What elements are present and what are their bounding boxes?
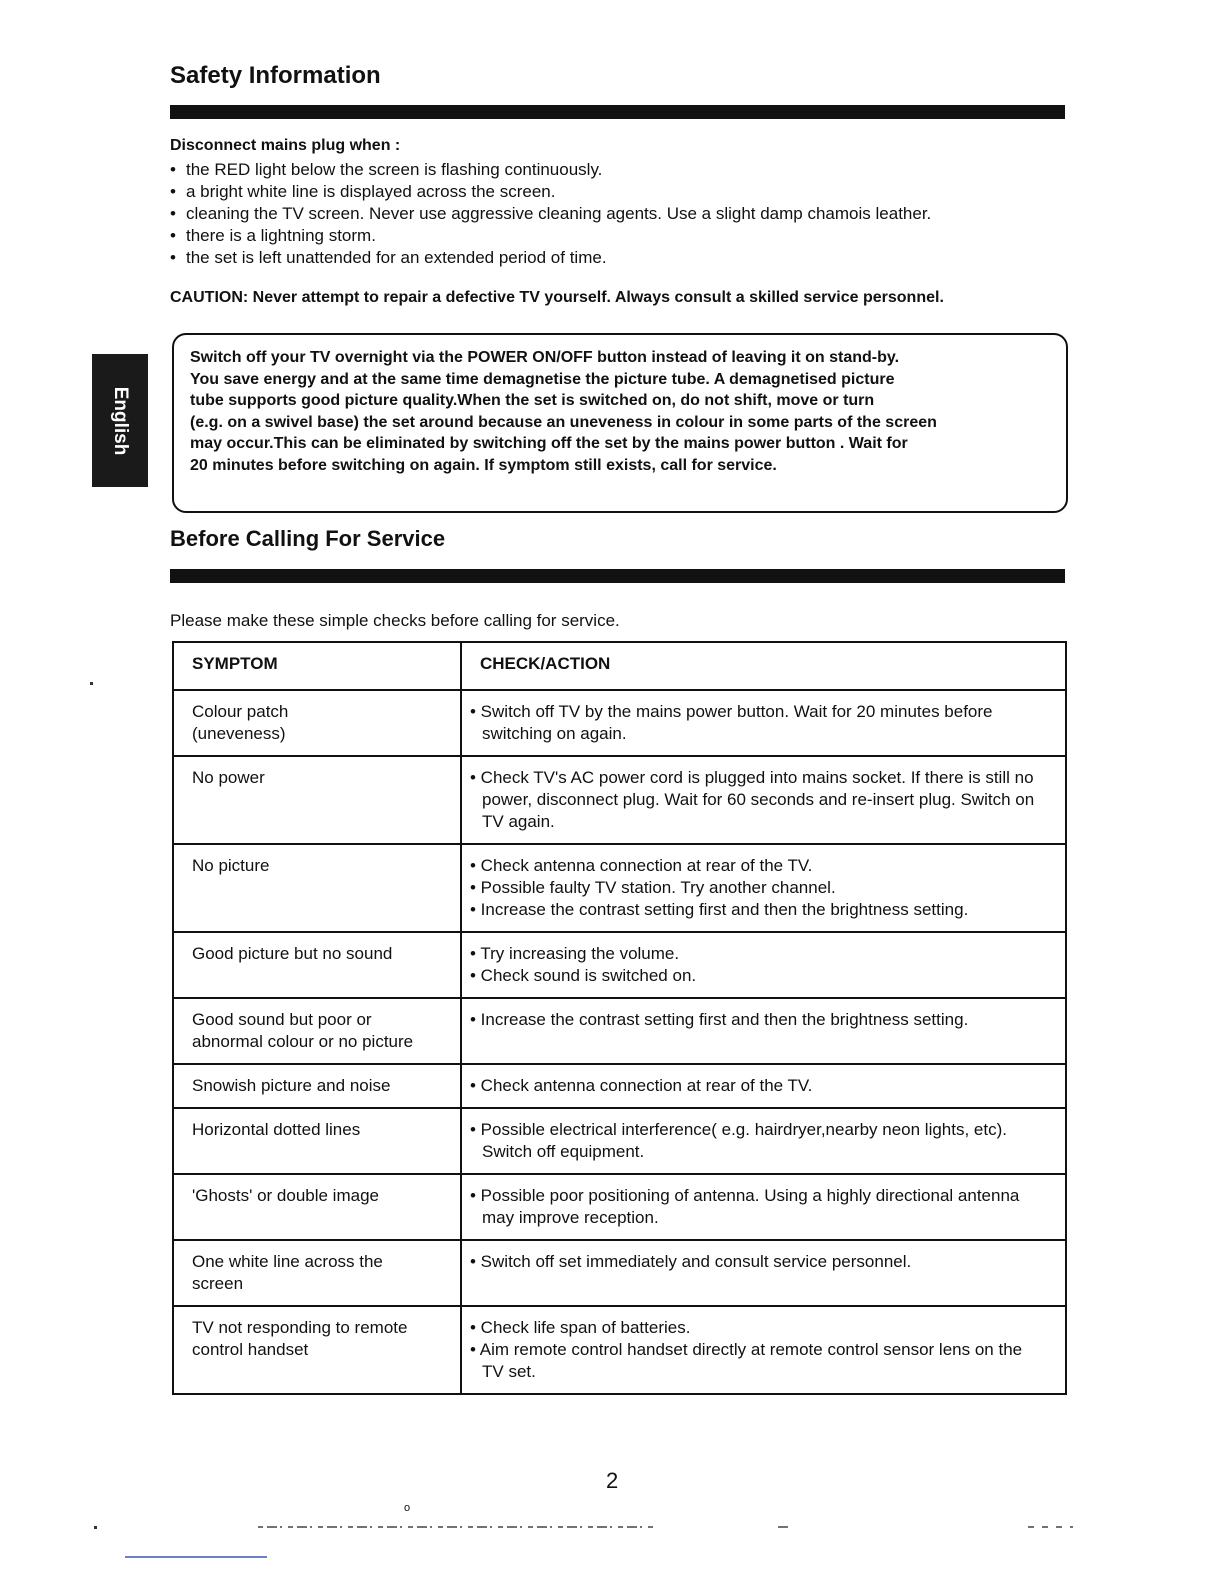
disconnect-item: • the RED light below the screen is flashing continuously. [170, 159, 931, 181]
symptom-cell [173, 690, 461, 756]
symptom-line: Good picture but no sound [192, 944, 393, 963]
symptom-cell [173, 844, 461, 932]
symptom-line: No power [192, 768, 265, 787]
language-side-tab [92, 354, 148, 487]
action-cell [461, 1108, 1066, 1174]
action-cell [461, 1064, 1066, 1108]
footer-line [125, 1556, 267, 1558]
disconnect-item: • cleaning the TV screen. Never use aggressive cleaning agents. Use a slight damp chamois leather. [170, 203, 931, 225]
table-row [173, 690, 1066, 756]
service-title-rule [170, 569, 1065, 583]
action-cell [461, 1174, 1066, 1240]
symptom-line: One white line across the [192, 1252, 383, 1271]
symptom-line: TV not responding to remote [192, 1318, 408, 1337]
action-line: • Check life span of batteries. [470, 1318, 691, 1337]
table-row [173, 1174, 1066, 1240]
table-row [173, 1064, 1066, 1108]
language-side-tab-label: English [110, 386, 131, 455]
symptom-column-header: SYMPTOM [173, 642, 461, 690]
table-row [173, 932, 1066, 998]
safety-title: Safety Information [170, 62, 381, 89]
action-line: • Try increasing the volume. [470, 944, 680, 963]
action-line: • Possible electrical interference( e.g. hairdryer,nearby neon lights, etc). Switch off equipment. [470, 1120, 1007, 1161]
action-line: • Check antenna connection at rear of the TV. [470, 856, 813, 875]
action-cell [461, 690, 1066, 756]
symptom-cell [173, 1108, 461, 1174]
action-line: • Increase the contrast setting first and then the brightness setting. [470, 900, 969, 919]
action-cell [461, 998, 1066, 1064]
note-line: 20 minutes before switching on again. If symptom still exists, call for service. [190, 456, 777, 474]
symptom-line: control handset [192, 1340, 309, 1359]
service-table-body [173, 690, 1066, 1394]
scan-specks [258, 1524, 1073, 1530]
safety-title-rule [170, 105, 1065, 119]
scan-mark: o [404, 1502, 411, 1514]
action-line: • Check sound is switched on. [470, 966, 697, 985]
action-column-header: CHECK/ACTION [461, 642, 1066, 690]
action-cell [461, 932, 1066, 998]
symptom-line: (uneveness) [192, 724, 286, 743]
action-line: • Switch off set immediately and consult service personnel. [470, 1252, 912, 1271]
note-line: Switch off your TV overnight via the POWER ON/OFF button instead of leaving it on stand-by. [190, 349, 900, 366]
energy-note-box [172, 333, 1068, 513]
disconnect-item: • a bright white line is displayed across the screen. [170, 181, 931, 203]
service-intro: Please make these simple checks before calling for service. [170, 611, 620, 630]
symptom-line: Snowish picture and noise [192, 1076, 391, 1095]
action-line: • Check antenna connection at rear of the TV. [470, 1076, 813, 1095]
page-number: 2 [606, 1468, 619, 1493]
action-cell [461, 1240, 1066, 1306]
symptom-cell [173, 1174, 461, 1240]
action-line: • Increase the contrast setting first and then the brightness setting. [470, 1010, 969, 1029]
action-cell [461, 1306, 1066, 1394]
scan-dot [90, 682, 93, 685]
table-row [173, 1306, 1066, 1394]
symptom-cell [173, 932, 461, 998]
table-row [173, 998, 1066, 1064]
service-table [172, 641, 1067, 1395]
symptom-line: Colour patch [192, 702, 289, 721]
symptom-cell [173, 1306, 461, 1394]
disconnect-list [170, 159, 931, 269]
service-title: Before Calling For Service [170, 526, 446, 551]
symptom-cell [173, 1064, 461, 1108]
table-row [173, 756, 1066, 844]
symptom-cell [173, 1240, 461, 1306]
table-row [173, 1240, 1066, 1306]
note-line: tube supports good picture quality.When the set is switched on, do not shift, move or turn [190, 392, 875, 409]
action-cell [461, 756, 1066, 844]
note-line: (e.g. on a swivel base) the set around because an uneveness in colour in some parts of the screen [190, 413, 937, 431]
note-line: You save energy and at the same time demagnetise the picture tube. A demagnetised picture [190, 370, 895, 388]
symptom-line: Good sound but poor or [192, 1010, 372, 1029]
scan-dot [94, 1526, 97, 1529]
disconnect-item: • the set is left unattended for an extended period of time. [170, 247, 931, 269]
symptom-line: abnormal colour or no picture [192, 1032, 414, 1051]
action-line: • Switch off TV by the mains power button. Wait for 20 minutes before switching on again. [470, 702, 993, 743]
symptom-line: Horizontal dotted lines [192, 1120, 361, 1139]
symptom-line: screen [192, 1274, 244, 1293]
action-line: • Possible poor positioning of antenna. Using a highly directional antenna may improve reception. [470, 1186, 1020, 1227]
action-line: • Possible faulty TV station. Try another channel. [470, 878, 836, 897]
table-header-row [173, 642, 1066, 690]
caution-text: CAUTION: Never attempt to repair a defective TV yourself. Always consult a skilled service personnel. [170, 289, 944, 306]
symptom-line: 'Ghosts' or double image [192, 1186, 379, 1205]
disconnect-heading: Disconnect mains plug when : [170, 137, 401, 154]
table-row [173, 1108, 1066, 1174]
symptom-line: No picture [192, 856, 270, 875]
table-row [173, 844, 1066, 932]
disconnect-item: • there is a lightning storm. [170, 225, 931, 247]
action-line: • Aim remote control handset directly at remote control sensor lens on the TV set. [470, 1340, 1023, 1381]
symptom-cell [173, 998, 461, 1064]
action-cell [461, 844, 1066, 932]
action-line: • Check TV's AC power cord is plugged into mains socket. If there is still no power, disconnect plug. Wait for 60 seconds and re-insert plug. Switch on TV again. [470, 768, 1035, 831]
symptom-cell [173, 756, 461, 844]
note-line: may occur.This can be eliminated by switching off the set by the mains power button . Wait for [190, 435, 908, 452]
